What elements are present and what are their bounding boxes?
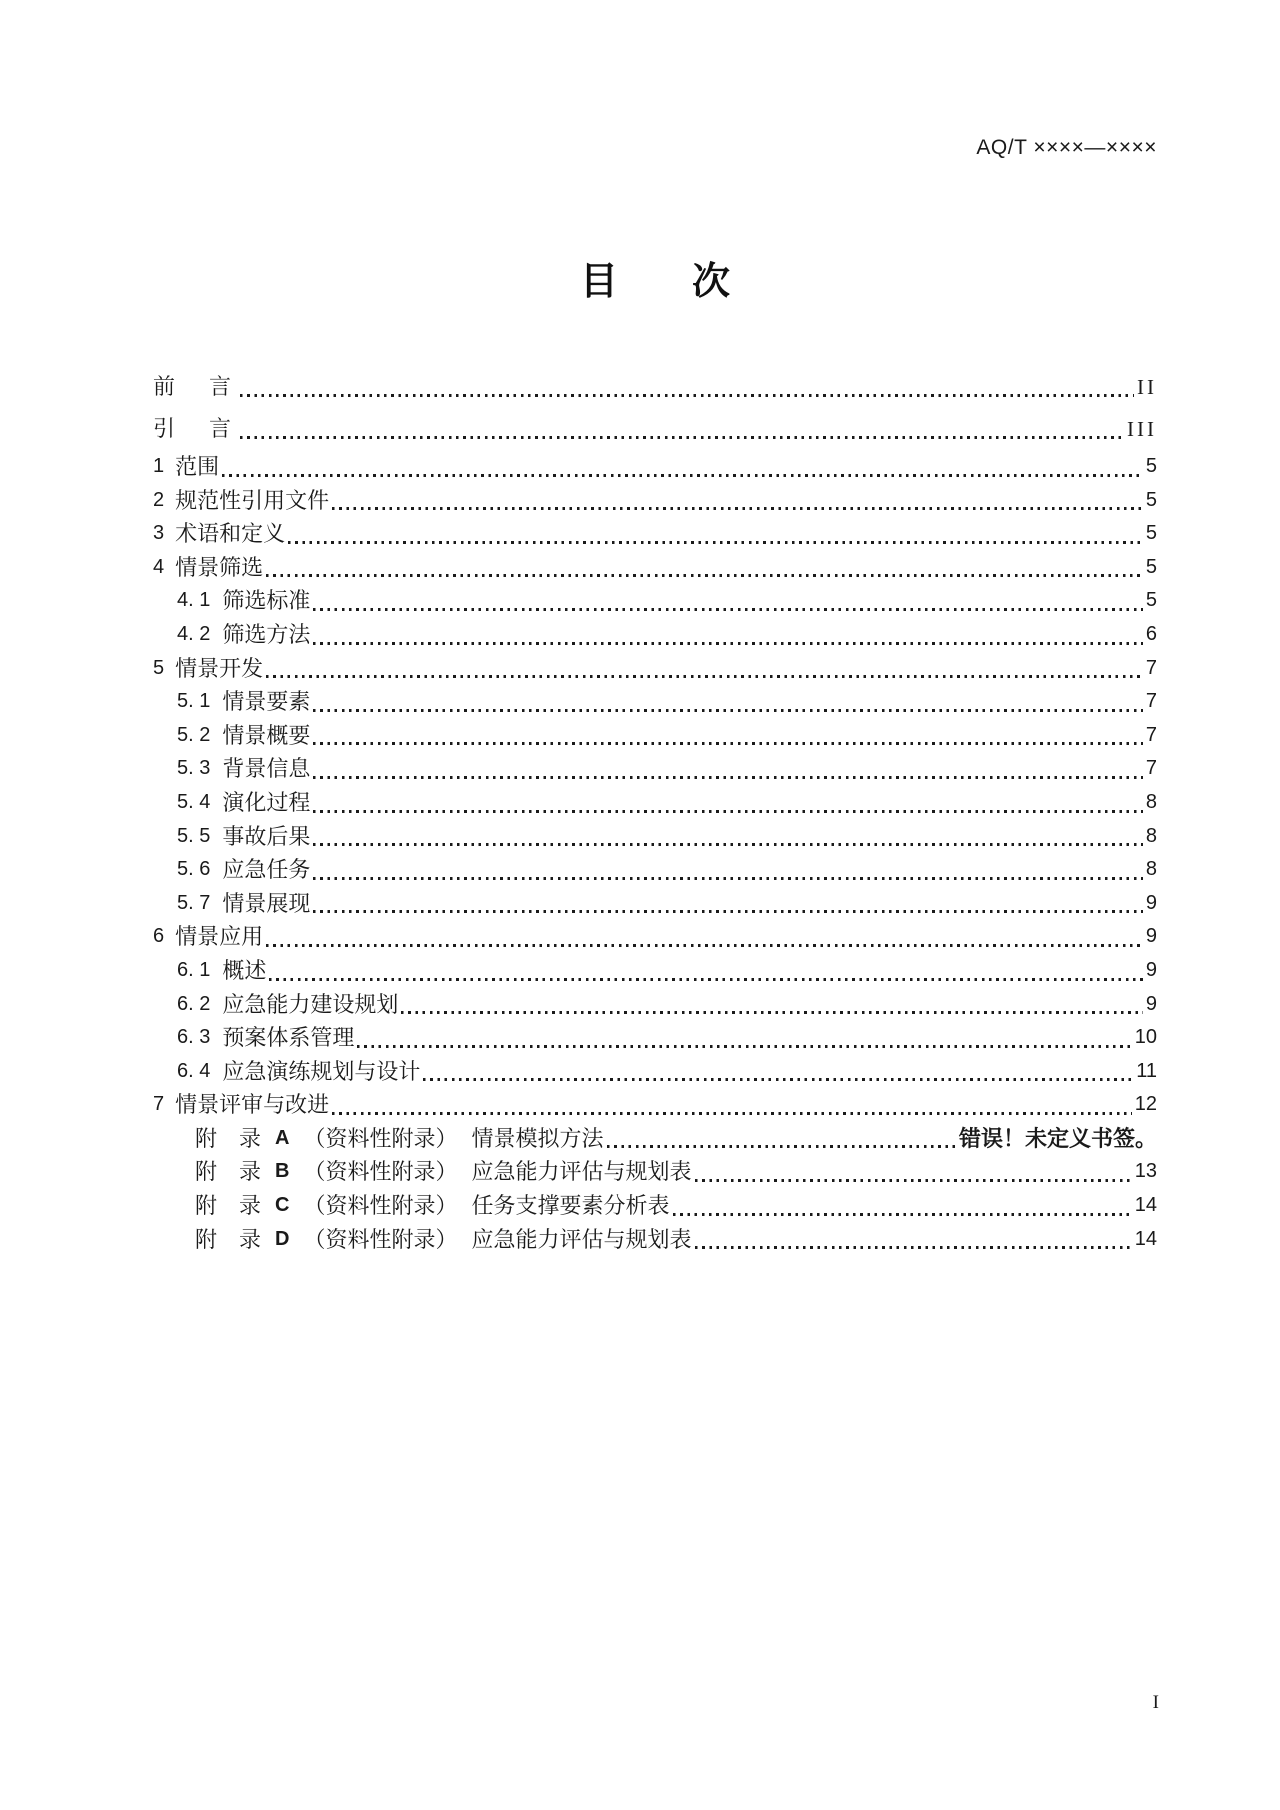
toc-entry-label: 背景信息 bbox=[222, 756, 311, 782]
table-of-contents bbox=[153, 366, 1157, 1256]
toc-entry-number: 6. 3 bbox=[177, 1026, 211, 1049]
toc-entry[interactable] bbox=[153, 853, 1157, 887]
toc-entry-number: 5. 6 bbox=[177, 858, 211, 881]
toc-entry-label: 术语和定义 bbox=[175, 521, 286, 547]
toc-entry-page: 9 bbox=[1145, 958, 1157, 981]
toc-entry-page: 11 bbox=[1136, 1059, 1157, 1082]
toc-entry-page: 5 bbox=[1145, 455, 1157, 477]
toc-entry-page: 7 bbox=[1145, 757, 1157, 780]
toc-entry-number: 6. 1 bbox=[177, 958, 211, 981]
appendix-paren: （资料性附录） bbox=[303, 1159, 458, 1185]
toc-entry[interactable] bbox=[153, 752, 1157, 786]
toc-entry-label: 任务支撑要素分析表 bbox=[471, 1193, 670, 1219]
toc-entry[interactable] bbox=[153, 484, 1157, 518]
toc-entry-appendix[interactable] bbox=[153, 1223, 1157, 1257]
dot-leader bbox=[313, 719, 1143, 753]
dot-leader bbox=[313, 752, 1143, 786]
toc-entry-label: 应急能力评估与规划表 bbox=[471, 1226, 692, 1252]
toc-entry-page: 7 bbox=[1145, 656, 1157, 679]
appendix-paren: （资料性附录） bbox=[303, 1226, 458, 1252]
toc-entry[interactable] bbox=[153, 584, 1157, 618]
toc-entry-number: 5 bbox=[153, 656, 165, 679]
appendix-paren: （资料性附录） bbox=[303, 1193, 458, 1219]
dot-leader bbox=[313, 685, 1143, 719]
toc-entry-label: 应急能力评估与规划表 bbox=[471, 1159, 692, 1185]
toc-entry-label: 引 言 bbox=[153, 416, 238, 441]
toc-entry-label: 情景概要 bbox=[222, 722, 311, 748]
toc-entry[interactable] bbox=[153, 786, 1157, 820]
toc-entry-number: 6. 2 bbox=[177, 992, 211, 1015]
appendix-letter: C bbox=[275, 1194, 290, 1217]
toc-entry-page: 5 bbox=[1145, 522, 1157, 545]
toc-entry-label: 情景开发 bbox=[175, 655, 264, 681]
toc-entry-page: 5 bbox=[1145, 589, 1157, 612]
toc-entry-label: 情景评审与改进 bbox=[175, 1092, 330, 1118]
toc-entry-page: 错误！未定义书签。 bbox=[958, 1125, 1157, 1151]
toc-entry-number: 5. 7 bbox=[177, 891, 211, 914]
toc-entry[interactable] bbox=[153, 517, 1157, 551]
toc-entry-label: 应急演练规划与设计 bbox=[222, 1058, 421, 1084]
dot-leader bbox=[313, 786, 1143, 820]
appendix-letter: A bbox=[275, 1126, 290, 1149]
toc-entry-label: 应急能力建设规划 bbox=[222, 991, 399, 1017]
toc-entry-page: 7 bbox=[1145, 723, 1157, 746]
document-header bbox=[976, 136, 1157, 160]
dot-leader bbox=[423, 1055, 1133, 1089]
appendix-paren: （资料性附录） bbox=[303, 1125, 458, 1151]
toc-entry-label: 规范性引用文件 bbox=[175, 487, 330, 513]
toc-entry-page: 6 bbox=[1145, 622, 1157, 645]
toc-entry[interactable] bbox=[153, 820, 1157, 854]
dot-leader bbox=[607, 1122, 956, 1156]
toc-entry-label: 事故后果 bbox=[222, 823, 311, 849]
dot-leader bbox=[313, 820, 1143, 854]
page-title bbox=[153, 250, 1157, 305]
toc-entry-page: 14 bbox=[1134, 1227, 1157, 1250]
dot-leader bbox=[313, 584, 1143, 618]
toc-entry-number: 5. 2 bbox=[177, 723, 211, 746]
dot-leader bbox=[266, 920, 1143, 954]
toc-entry-number: 2 bbox=[153, 488, 165, 511]
toc-entry-number: 5. 3 bbox=[177, 757, 211, 780]
toc-entry-number: 4 bbox=[153, 555, 165, 578]
toc-entry-page: 8 bbox=[1145, 858, 1157, 881]
footer-page-number: I bbox=[1152, 1692, 1159, 1713]
toc-entry-page: 8 bbox=[1145, 824, 1157, 847]
toc-entry-appendix[interactable] bbox=[153, 1189, 1157, 1223]
dot-leader bbox=[673, 1189, 1132, 1223]
dot-leader bbox=[266, 652, 1143, 686]
dot-leader bbox=[240, 408, 1124, 450]
toc-entry-label: 演化过程 bbox=[222, 789, 311, 815]
toc-entry-appendix[interactable] bbox=[153, 1155, 1157, 1189]
standard-code: AQ/T ××××—×××× bbox=[976, 136, 1157, 159]
dot-leader bbox=[288, 517, 1143, 551]
toc-entry[interactable] bbox=[153, 719, 1157, 753]
toc-entry-appendix[interactable] bbox=[153, 1122, 1157, 1156]
toc-entry-page: 8 bbox=[1145, 790, 1157, 813]
dot-leader bbox=[695, 1155, 1132, 1189]
toc-entry-page: 7 bbox=[1145, 690, 1157, 713]
toc-entry-page: 9 bbox=[1145, 891, 1157, 914]
toc-entry-label: 预案体系管理 bbox=[222, 1025, 355, 1051]
toc-entry-label: 情景要素 bbox=[222, 689, 311, 715]
toc-entry-label: 前 言 bbox=[153, 374, 238, 399]
dot-leader bbox=[695, 1223, 1132, 1257]
toc-entry[interactable] bbox=[153, 450, 1157, 484]
toc-entry-page: 14 bbox=[1134, 1194, 1157, 1217]
toc-entry[interactable] bbox=[153, 1021, 1157, 1055]
toc-entry-page: 9 bbox=[1145, 925, 1157, 948]
toc-entry-number: 7 bbox=[153, 1093, 165, 1116]
toc-entry-page: 12 bbox=[1134, 1093, 1157, 1116]
appendix-letter: D bbox=[275, 1227, 290, 1250]
dot-leader bbox=[266, 551, 1143, 585]
dot-leader bbox=[332, 1088, 1132, 1122]
page-footer bbox=[1153, 1692, 1159, 1714]
toc-entry-label: 范围 bbox=[175, 454, 220, 479]
toc-entry-number: 4. 2 bbox=[177, 622, 211, 645]
toc-entry-label: 情景展现 bbox=[222, 890, 311, 916]
dot-leader bbox=[313, 853, 1143, 887]
dot-leader bbox=[401, 988, 1143, 1022]
toc-entry[interactable] bbox=[153, 366, 1157, 408]
toc-entry[interactable] bbox=[153, 988, 1157, 1022]
toc-entry-page: 9 bbox=[1145, 992, 1157, 1015]
toc-entry-label: 概述 bbox=[222, 957, 267, 983]
toc-entry-page: 13 bbox=[1134, 1160, 1157, 1183]
appendix-letter: B bbox=[275, 1160, 290, 1183]
dot-leader bbox=[269, 954, 1143, 988]
toc-entry-label: 情景模拟方法 bbox=[471, 1125, 604, 1151]
toc-entry-label: 筛选方法 bbox=[222, 621, 311, 647]
toc-entry[interactable] bbox=[153, 954, 1157, 988]
toc-entry[interactable] bbox=[153, 652, 1157, 686]
toc-entry-label: 应急任务 bbox=[222, 857, 311, 883]
toc-entry-page: II bbox=[1137, 375, 1157, 399]
toc-entry-page: 5 bbox=[1145, 488, 1157, 511]
toc-entry-number: 6. 4 bbox=[177, 1059, 211, 1082]
dot-leader bbox=[240, 366, 1134, 408]
title-char-first: 目 bbox=[579, 261, 618, 303]
toc-entry[interactable] bbox=[153, 920, 1157, 954]
toc-entry[interactable] bbox=[153, 685, 1157, 719]
dot-leader bbox=[313, 618, 1143, 652]
toc-entry-page: 5 bbox=[1145, 555, 1157, 578]
toc-entry[interactable] bbox=[153, 1055, 1157, 1089]
title-char-second: 次 bbox=[692, 261, 731, 303]
appendix-prefix: 附 录 bbox=[195, 1226, 262, 1252]
dot-leader bbox=[332, 484, 1143, 518]
toc-entry-label: 情景筛选 bbox=[175, 554, 264, 580]
appendix-prefix: 附 录 bbox=[195, 1159, 262, 1185]
toc-entry-label: 筛选标准 bbox=[222, 588, 311, 614]
toc-entry-page: III bbox=[1127, 417, 1157, 441]
toc-entry-number: 5. 4 bbox=[177, 790, 211, 813]
toc-entry-number: 1 bbox=[153, 455, 165, 477]
toc-entry-number: 6 bbox=[153, 925, 165, 948]
dot-leader bbox=[222, 450, 1143, 484]
dot-leader bbox=[313, 887, 1143, 921]
toc-entry-number: 5. 5 bbox=[177, 824, 211, 847]
toc-entry[interactable] bbox=[153, 887, 1157, 921]
toc-entry-number: 4. 1 bbox=[177, 589, 211, 612]
appendix-prefix: 附 录 bbox=[195, 1193, 262, 1219]
toc-entry-number: 5. 1 bbox=[177, 690, 211, 713]
toc-entry[interactable] bbox=[153, 1088, 1157, 1122]
toc-entry[interactable] bbox=[153, 408, 1157, 450]
toc-entry[interactable] bbox=[153, 618, 1157, 652]
toc-entry-number: 3 bbox=[153, 522, 165, 545]
appendix-prefix: 附 录 bbox=[195, 1125, 262, 1151]
toc-entry-label: 情景应用 bbox=[175, 924, 264, 950]
dot-leader bbox=[357, 1021, 1131, 1055]
toc-entry-page: 10 bbox=[1134, 1026, 1157, 1049]
toc-entry[interactable] bbox=[153, 551, 1157, 585]
